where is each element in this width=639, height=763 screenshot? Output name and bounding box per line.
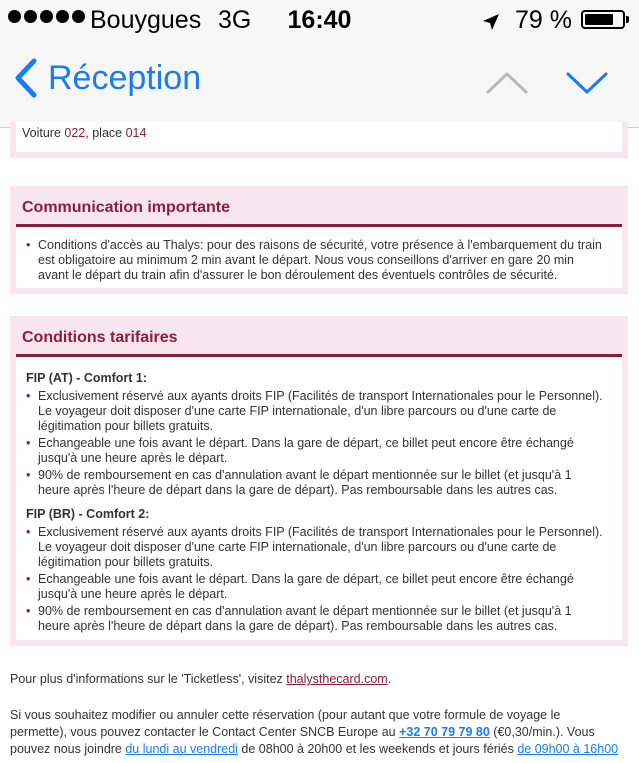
ticketless-suffix: . [387, 672, 392, 686]
list-item: • 90% de remboursement en cas d'annulation avant le départ mentionnée sur le billet (et jusqu'à 1 heure après l'heure de départ dans la gare de départ). Pas remboursable dans les autres cas. [38, 468, 606, 498]
battery-icon [581, 10, 625, 29]
voiture-label: Voiture [22, 126, 61, 140]
carrier-name: Bouygues [90, 6, 202, 34]
list-item: • 90% de remboursement en cas d'annulation avant le départ mentionnée sur le billet (et jusqu'à 1 heure après l'heure de départ dans la gare de départ). Pas remboursable dans les autres cas. [38, 604, 606, 634]
place-value: 014 [125, 126, 147, 140]
contact-text-3: de 08h00 à 20h00 et les weekends et jours fériés [237, 742, 518, 756]
navigation-bar [0, 42, 639, 128]
communication-list [16, 238, 622, 283]
communication-section [10, 186, 628, 294]
fip-at-heading: FIP (AT) - Comfort 1: [26, 371, 148, 385]
list-item: • Echangeable une fois avant le départ. Dans la gare de départ, ce billet peut encore être échangé jusqu'à une heure après le départ. [38, 572, 606, 602]
contact-text-2: (€0,30/min.). Vous pouvez nous joindre [10, 725, 595, 756]
list-item: • Echangeable une fois avant le départ. Dans la gare de départ, ce billet peut encore être échangé jusqu'à une heure après le départ. [38, 436, 606, 466]
trip-details-box: Voiture 022, place 014 [10, 122, 628, 158]
back-button[interactable] [14, 58, 201, 98]
battery-fill [585, 14, 613, 25]
chevron-down-icon [565, 70, 609, 96]
fip-br-heading: FIP (BR) - Comfort 2: [26, 507, 150, 521]
contact-paragraph [10, 707, 620, 758]
clock: 16:40 [287, 6, 352, 34]
status-bar [0, 0, 639, 42]
location-arrow-icon [482, 9, 500, 38]
phone-link[interactable]: +32 70 79 79 80 [399, 725, 490, 739]
chevron-left-icon [14, 58, 38, 98]
weekdays-link[interactable]: du lundi au vendredi [125, 742, 238, 756]
fip-br-list [16, 525, 622, 634]
chevron-up-icon [485, 70, 529, 96]
ticketless-paragraph [10, 671, 620, 688]
next-message-button[interactable] [565, 70, 609, 101]
weekend-link[interactable]: de 09h00 à 16h00 [517, 742, 619, 756]
battery-percent: 79 % [515, 6, 572, 34]
place-label: place [92, 126, 123, 140]
fip-at-list [16, 389, 622, 498]
ticketless-text: Pour plus d'informations sur le 'Ticketless', visitez [10, 672, 287, 686]
voiture-value: 022 [64, 126, 86, 140]
conditions-title: Conditions tarifaires [16, 322, 622, 357]
list-item: • Exclusivement réservé aux ayants droits FIP (Facilités de transport Internationales pour le Personnel). Le voyageur doit disposer d'une carte FIP internationale, d'un libre parcours ou d'une carte de légitimation pour billets gratuits. [38, 389, 606, 434]
conditions-section [10, 316, 628, 646]
thalysthecard-link[interactable]: thalysthecard.com [286, 672, 388, 686]
previous-message-button[interactable] [485, 70, 529, 101]
contact-text: Si vous souhaitez modifier ou annuler cette réservation (pour autant que votre formule de voyage le permette), vous pouvez contacter le Contact Center SNCB Europe au [10, 708, 561, 739]
communication-title: Communication importante [16, 192, 622, 227]
back-button-label: Réception [48, 58, 202, 97]
network-type: 3G [218, 6, 252, 34]
list-item: • Conditions d'accès au Thalys: pour des raisons de sécurité, votre présence à l'embarquement du train est obligatoire au minimum 2 min avant le départ. Nous vous conseillons d'arriver en gare 20 min avant le départ du train afin d'assurer le bon déroulement des éventuels contrôles de sécurité. [38, 238, 608, 283]
list-item: • Exclusivement réservé aux ayants droits FIP (Facilités de transport Internationales pour le Personnel). Le voyageur doit disposer d'une carte FIP internationale, d'un libre parcours ou d'une carte de légitimation pour billets gratuits. [38, 525, 606, 570]
